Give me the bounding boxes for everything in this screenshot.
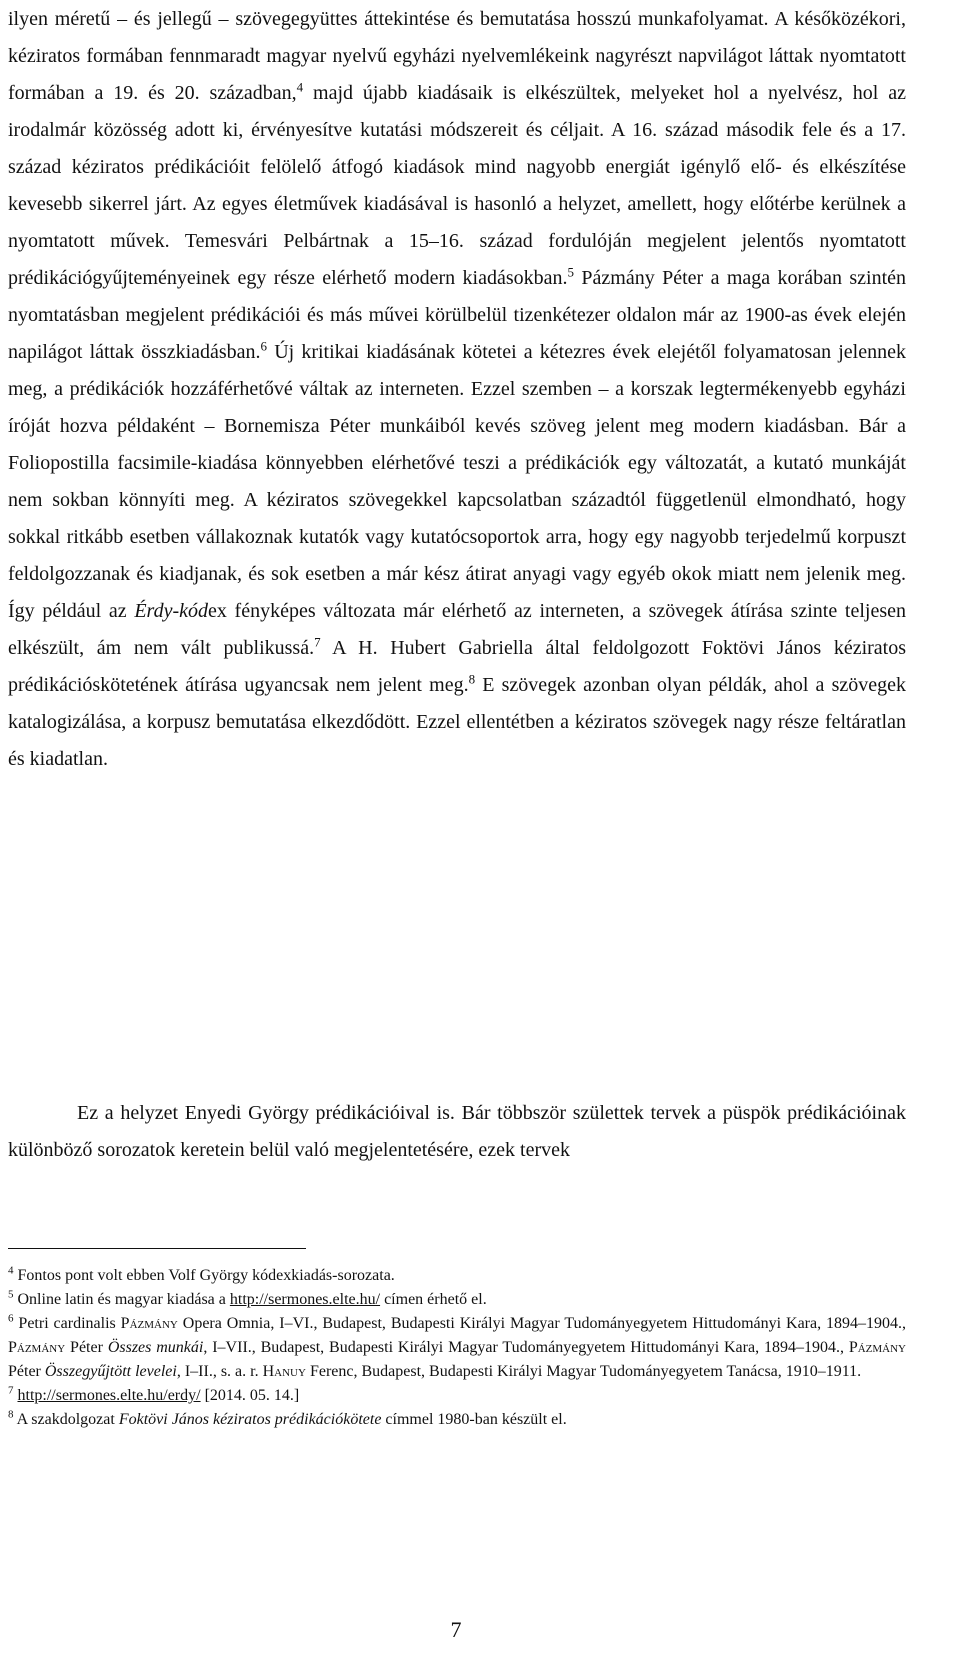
footnote-text: Petri cardinalis — [18, 1315, 121, 1332]
footnote-text: A szakdolgozat — [16, 1411, 119, 1428]
footnote-ref-4[interactable]: 4 — [296, 79, 304, 95]
footnote-text: Online latin és magyar kiadása a — [17, 1291, 230, 1308]
work-title: Foktövi János kéziratos prédikációkötete — [118, 1411, 382, 1428]
paragraph-text: A H. Hubert Gabriella által feldolgozott Foktövi János kéziratos prédikációskötetének átírása ugyancsak nem jelent meg. — [8, 637, 907, 696]
footnote-number: 4 — [8, 1264, 14, 1277]
footnote-ref-8[interactable]: 8 — [468, 671, 476, 687]
page-number: 7 — [450, 1617, 462, 1642]
footnote-text: Ferenc, Budapest, Budapesti Királyi Magyar Tudományegyetem Tanácsa, 1910–1911. — [305, 1363, 862, 1380]
author-name: Pázmány — [8, 1339, 66, 1356]
italic-title: Érdy-kód — [134, 600, 208, 622]
footnote-separator — [8, 1248, 306, 1249]
footnote-text: Fontos pont volt ebben Volf György kódexkiadás-sorozata. — [17, 1267, 395, 1284]
paragraph-text: Új kritikai kiadásának kötetei a kétezres évek elejétől folyamatosan jelennek meg, a prédikációk hozzáférhetővé váltak az interneten. Ezzel szemben – a korszak legtermékenyebb egyházi íróját hozva példaként – Bornemisza Péter munkáiból kevés szöveg jelent meg modern kiadásban. Bár a Foliopostilla facsimile-kiadása könnyebben elérhetővé teszi a prédikációk egy változatát, a kutató munkáját nem sokban könnyíti meg. A kéziratos szövegekkel kapcsolatban századtól függetlenül elmondható, hogy sokkal ritkább esetben vállakoznak kutatók vagy kutatócsoportok arra, hogy egy nagyobb terjedelmű korpuszt feldolgozzanak és kiadjanak, és sok esetben a már kész átirat anyagi vagy egyéb okok miatt nem jelenik meg. Így például az — [8, 341, 906, 622]
paragraph-text: majd újabb kiadásaik is elkészültek, melyeket hol a nyelvész, hol az irodalmár közösség adott ki, érvényesítve kutatási módszereit és céljait. A 16. század második fele és a 17. század kéziratos prédikációit felölelő átfogó kiadások mind nagyobb energiát igénylő elő- és elkészítése kevesebb sikerrel járt. Az egyes életművek kiadásával is hasonló a helyzet, amellett, hogy előtérbe kerülnek a nyomtatott művek. Temesvári Pelbártnak a 15–16. század fordulóján megjelent jelentős nyomtatott prédikációgyűjteményeinek egy része elérhető modern kiadásokban. — [8, 82, 906, 289]
footnote-text: Péter — [8, 1363, 45, 1380]
footnote-number: 5 — [8, 1288, 14, 1301]
footnote-ref-7[interactable]: 7 — [314, 634, 321, 650]
footnote-text: [2014. 05. 14.] — [200, 1387, 300, 1404]
footnote-8 — [8, 1408, 906, 1432]
body-paragraph-1 — [8, 1, 906, 778]
work-title: Összes munkái — [107, 1339, 204, 1356]
paragraph-text: ex fényképes változata már elérhető az interneten, a szövegek átírása szinte teljesen elkészült, ám nem vált publikussá. — [8, 600, 907, 659]
author-name: Pázmány — [848, 1339, 907, 1356]
sermones-link[interactable]: http://sermones.elte.hu/ — [229, 1291, 381, 1308]
footnotes-section — [8, 1264, 906, 1432]
paragraph-text: Pázmány Péter a maga korában szintén nyomtatásban megjelent prédikációi és más művei körülbelül tizenkétezer oldalon már az 1900-as évek elején napilágot láttak összkiadásban. — [8, 267, 907, 363]
footnote-number: 6 — [8, 1312, 14, 1325]
footnote-text: Opera Omnia, I–VI., Budapest, Budapesti Királyi Magyar Tudományegyetem Hittudományi Kara, 1894–1904., — [177, 1315, 907, 1332]
footnote-text: Péter — [65, 1339, 108, 1356]
footnote-text: , I–II., s. a. r. — [176, 1363, 263, 1380]
footnote-6 — [8, 1312, 906, 1384]
footnote-text: címen érhető el. — [380, 1291, 487, 1308]
footnote-number: 7 — [8, 1384, 14, 1397]
work-title: Összegyűjtött levelei — [44, 1363, 177, 1380]
paragraph-text: E szövegek azonban olyan példák, ahol a szövegek katalogizálása, a korpusz bemutatása elkezdődött. Ezzel ellentétben a kéziratos szövegek nagy része feltáratlan és kiadatlan. — [8, 674, 907, 770]
editor-name: Hanuy — [262, 1363, 306, 1380]
footnote-number: 8 — [8, 1408, 14, 1421]
erdy-link[interactable]: http://sermones.elte.hu/erdy/ — [17, 1387, 201, 1404]
footnote-text: címmel 1980-ban készült el. — [381, 1411, 567, 1428]
footnote-text: , I–VII., Budapest, Budapesti Királyi Magyar Tudományegyetem Hittudományi Kara, 1894–1904., — [203, 1339, 849, 1356]
body-paragraph-2: Ez a helyzet Enyedi György prédikációival is. Bár többször születtek tervek a püspök prédikációinak különböző sorozatok keretein belül való megjelentetésére, ezek tervek — [8, 1102, 906, 1161]
footnote-ref-6[interactable]: 6 — [260, 338, 268, 354]
footnote-4 — [8, 1264, 906, 1288]
footnote-5 — [8, 1288, 906, 1312]
author-name: Pázmány — [120, 1315, 178, 1332]
footnote-7 — [8, 1384, 906, 1408]
footnote-ref-5[interactable]: 5 — [567, 264, 575, 280]
paragraph-text: ilyen méretű – és jellegű – szövegegyüttes áttekintése és bemutatása hosszú munkafolyamat. A későközékori, kéziratos formában fennmaradt magyar nyelvű egyházi nyelvemlékeink nagyrészt napvilágot láttak nyomtatott formában a 19. és 20. században, — [8, 8, 906, 104]
